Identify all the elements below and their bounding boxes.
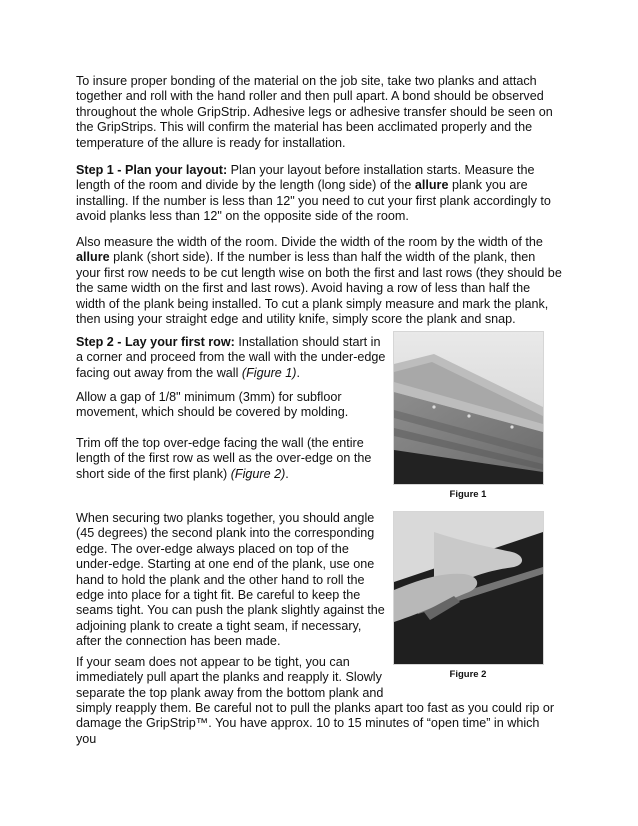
step2-text-b: . — [296, 365, 300, 380]
width-bold-word: allure — [76, 250, 110, 265]
figure1-image — [393, 331, 544, 485]
trim-text-a: Trim off the top over-edge facing the wall (the entire length of the first row as well as the over-edge on the short side of the first plank) — [76, 436, 372, 481]
step2-text-a: Installation should start in a corner and proceed from the wall with the under-edge facing out away from the wall — [76, 335, 386, 380]
intro-paragraph: To insure proper bonding of the material on the job site, take two planks and attach together and roll with the hand roller and then pull apart. A bond should be observed throughout the whole GripStrip. Adhesive legs or adhesive transfer should be seen on the GripStrips. This will confirm the material has been acclimated properly and the temperature of the allure is ready for installation. — [76, 74, 553, 150]
width-text-b: plank (short side). If the number is less than half the width of the plank, then your first row needs to be cut length wise on both the first and last rows (they should be the same width on the first and last rows). Avoid having a row of less than half the width of the plank being installed. To cut a plank simply measure and mark the plank, then using your straight edge and utility knife, simply score the plank and snap. — [76, 250, 562, 327]
figure1-photo — [394, 332, 543, 484]
figure1-caption: Figure 1 — [449, 489, 487, 500]
trim-paragraph — [76, 436, 388, 482]
seam-paragraph-start: If your seam does not appear to be tight, you can immediately pull apart the planks and reapply it. Slowly separate the top plank away from the bottom plank and — [76, 655, 384, 700]
step1-paragraph — [76, 163, 562, 225]
figure2-reference: (Figure 2) — [230, 466, 286, 481]
step1-text-b: plank you are installing. If the number is less than 12" you need to cut your first plank accordingly to avoid planks less than 12" on the opposite side of the room. — [76, 178, 551, 224]
figure2-photo — [394, 512, 543, 664]
step1-text-a: Plan your layout before installation starts. Measure the length of the room and divide by the length (long side) of the — [76, 163, 535, 193]
step2-heading: Step 2 - Lay your first row: — [76, 335, 235, 349]
securing-paragraph: When securing two planks together, you should angle (45 degrees) the second plank into the corresponding edge. The over-edge always placed on top of the under-edge. Starting at one end of the plank, use one hand to hold the plank and the other hand to roll the edge into place for a tight fit. Be careful to keep the seams tight. You can push the plank slightly against the adjoining plank to create a tight seam, if necessary, after the connection has been made. — [76, 511, 385, 649]
figure1-reference: (Figure 1) — [241, 365, 297, 380]
figure2-caption: Figure 2 — [449, 669, 487, 680]
seam-paragraph-continued: simply reapply them. Be careful not to pull the planks apart too fast as you could rip or damage the GripStrip™. You have approx. 10 to 15 minutes of “open time” in which you — [76, 701, 555, 746]
gap-paragraph: Allow a gap of 1/8" minimum (3mm) for subfloor movement, which should be covered by molding. — [76, 390, 349, 420]
figure2-image — [393, 511, 544, 665]
trim-text-b: . — [285, 466, 289, 481]
step2-paragraph — [76, 335, 388, 381]
width-text-a: Also measure the width of the room. Divide the width of the room by the width of the — [76, 235, 543, 249]
width-paragraph — [76, 235, 562, 327]
step1-heading: Step 1 - Plan your layout: — [76, 163, 228, 177]
step1-bold-word: allure — [414, 178, 449, 193]
